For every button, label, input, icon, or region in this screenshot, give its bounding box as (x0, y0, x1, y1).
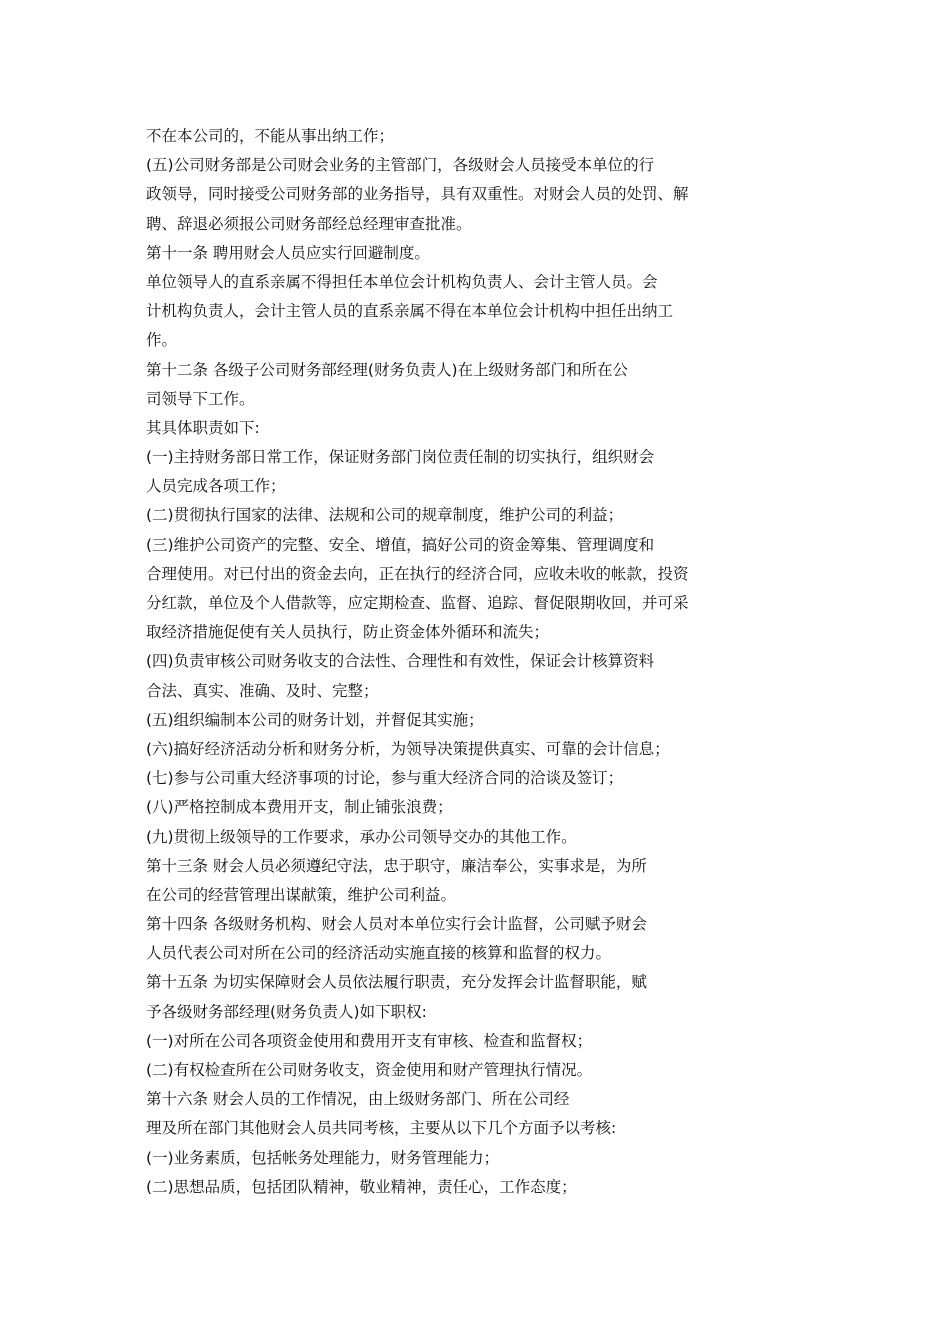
list-item-line: (一)对所在公司各项资金使用和费用开支有审核、检查和监督权； (146, 1031, 593, 1050)
text-line: 司领导下工作。 (146, 389, 255, 408)
text-line: 政领导，同时接受公司财务部的业务指导，具有双重性。对财会人员的处罚、解 (146, 185, 689, 204)
list-item-line: (二)思想品质，包括团队精神，敬业精神，责任心，工作态度； (146, 1177, 577, 1196)
list-item-line: (六)搞好经济活动分析和财务分析，为领导决策提供真实、可靠的会计信息； (146, 739, 670, 758)
article-heading-line: 第十四条 各级财务机构、财会人员对本单位实行会计监督，公司赋予财会 (146, 915, 647, 934)
list-item-line: (八)严格控制成本费用开支，制止铺张浪费； (146, 798, 453, 817)
text-line: 单位领导人的直系亲属不得担任本单位会计机构负责人、会计主管人员。会 (146, 272, 658, 291)
article-heading-line: 第十一条 聘用财会人员应实行回避制度。 (146, 243, 430, 262)
text-line: 理及所在部门其他财会人员共同考核，主要从以下几个方面予以考核: (146, 1119, 617, 1138)
list-item-line: (一)主持财务部日常工作，保证财务部门岗位责任制的切实执行，组织财会 (146, 448, 655, 467)
document-body (146, 122, 746, 1202)
article-heading-line: 第十二条 各级子公司财务部经理(财务负责人)在上级财务部门和所在公 (146, 360, 629, 379)
article-heading-line: 第十五条 为切实保障财会人员依法履行职责，充分发挥会计监督职能，赋 (146, 973, 647, 992)
text-line: 聘、辞退必须报公司财务部经总经理审查批准。 (146, 214, 472, 233)
text-line: 予各级财务部经理(财务负责人)如下职权: (146, 1002, 427, 1021)
list-item-line: (二)有权检查所在公司财务收支，资金使用和财产管理执行情况。 (146, 1061, 593, 1079)
text-line: 合理使用。对已付出的资金去向，正在执行的经济合同，应收未收的帐款，投资 (146, 564, 689, 583)
text-line: 取经济措施促使有关人员执行，防止资金体外循环和流失； (146, 623, 550, 642)
article-heading-line: 第十三条 财会人员必须遵纪守法，忠于职守，廉洁奉公，实事求是，为所 (146, 856, 647, 875)
text-line: 不在本公司的，不能从事出纳工作； (146, 127, 395, 145)
text-line: 人员完成各项工作； (146, 477, 286, 496)
text-line: 计机构负责人，会计主管人员的直系亲属不得在本单位会计机构中担任出纳工 (146, 302, 674, 321)
text-line: 在公司的经营管理出谋献策，维护公司利益。 (146, 885, 457, 904)
list-item-line: (三)维护公司资产的完整、安全、增值，搞好公司的资金筹集、管理调度和 (146, 535, 655, 554)
list-item-line: (一)业务素质，包括帐务处理能力，财务管理能力； (146, 1148, 500, 1167)
list-item-line: (七)参与公司重大经济事项的讨论，参与重大经济合同的洽谈及签订； (146, 769, 624, 788)
text-line: 其具体职责如下: (146, 418, 260, 437)
list-item-line: (九)贯彻上级领导的工作要求，承办公司领导交办的其他工作。 (146, 827, 577, 846)
text-line: 合法、真实、准确、及时、完整； (146, 681, 379, 700)
list-item-line: (五)组织编制本公司的财务计划，并督促其实施； (146, 710, 484, 729)
list-item-line: (二)贯彻执行国家的法律、法规和公司的规章制度，维护公司的利益； (146, 506, 624, 525)
text-line: (五)公司财务部是公司财会业务的主管部门，各级财会人员接受本单位的行 (146, 156, 655, 175)
text-line: 人员代表公司对所在公司的经济活动实施直接的核算和监督的权力。 (146, 944, 612, 963)
text-line: 作。 (146, 331, 178, 350)
article-heading-line: 第十六条 财会人员的工作情况，由上级财务部门、所在公司经 (146, 1090, 570, 1109)
list-item-line: (四)负责审核公司财务收支的合法性、合理性和有效性，保证会计核算资料 (146, 652, 655, 671)
text-line: 分红款，单位及个人借款等，应定期检查、监督、追踪、督促限期收回，并可采 (146, 594, 689, 612)
